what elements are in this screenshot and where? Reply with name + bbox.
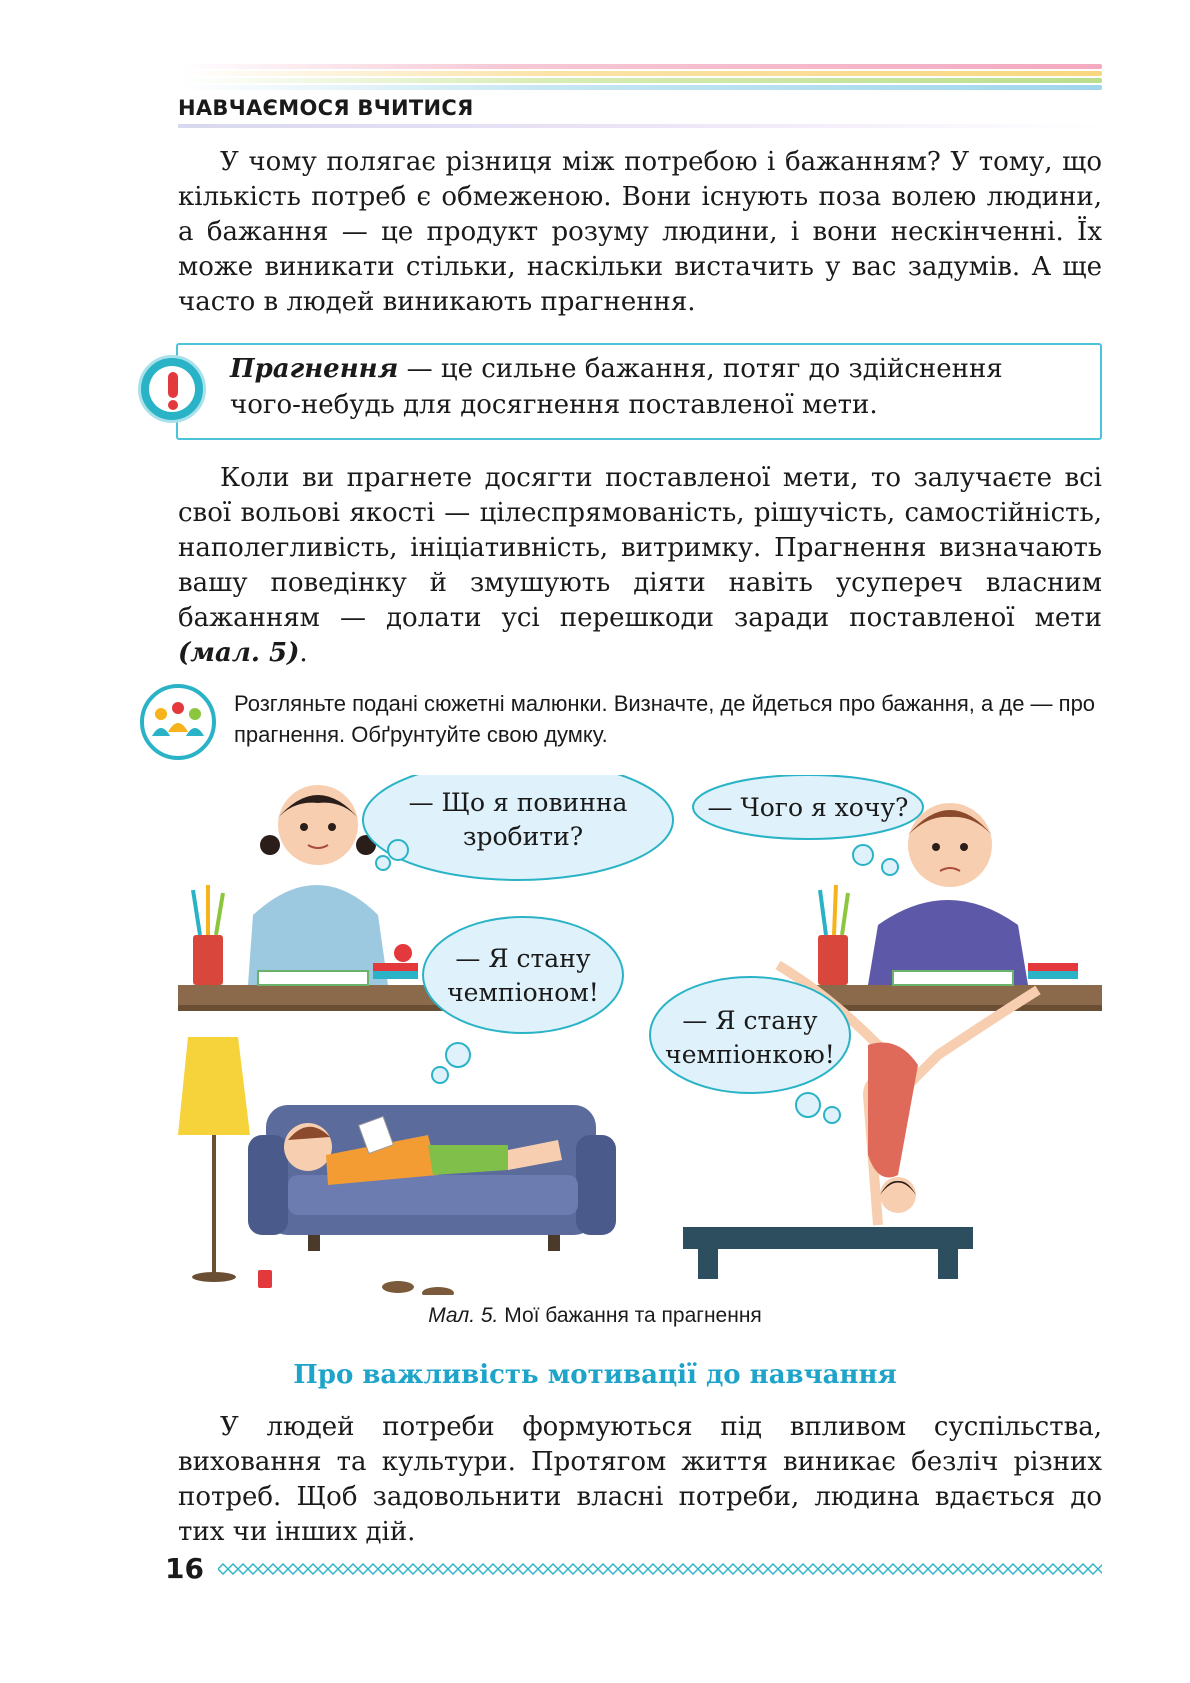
page-number: 16 [165,1552,204,1585]
bubble-gym-line2: чемпіонкою! [665,1040,835,1069]
task-text: Розгляньте подані сюжетні малюнки. Визначте, де йдеться про бажання, а де — про прагнення. Обґрунтуйте свою думку. [234,691,1096,747]
paragraph-aspirations: Коли ви прагнете досягти поставленої мети, то залучаєте всі свої вольові якості — цілеспрямованість, рішучість, самостійність, наполегливість, ініціативність, витримку. Прагнення визначають вашу поведінку й змушують діяти навіть усупереч власним бажанням — долати усі перешкоди заради поставленої мети (мал. 5). [178,463,1102,668]
caption-label: Мал. 5. [428,1304,499,1327]
section-title: Про важливість мотивації до навчання [293,1360,897,1390]
header-underline [178,124,1102,128]
paragraph2-text: Коли ви прагнете досягти поставленої мети, то залучаєте всі свої вольові якості — цілеспрямованість, рішучість, самостійність, наполегливість, ініціативність, витримку. Прагнення визначають вашу поведінку й змушують діяти навіть усупереч власним бажанням — долати усі перешкоди заради поставленої мети [178,463,1102,633]
bubble-gym-line1: — Я стану [682,1006,818,1035]
header-title: НАВЧАЄМОСЯ ВЧИТИСЯ [178,96,474,120]
bubble-gym [650,977,850,1123]
bubble-sofa-line2: чемпіоном! [447,978,599,1007]
bubble-sofa [423,917,623,1083]
bubble-girl-line1: — Що я повинна [408,788,628,817]
bubble-girl [363,775,673,880]
footer-ornament [218,1561,1102,1577]
bubble-sofa-line1: — Я стану [455,944,591,973]
paragraph-needs-vs-wants: У чому полягає різниця між потребою і бажанням? У тому, що кількість потреб є обмеженою. Вони існують поза волею людини, а бажання — це продукт розуму людини, і вони нескінченні. Їх може виникати стільки, наскільки вистачить у вас задумів. А ще часто в людей виникають прагнення. [178,147,1102,317]
definition-text [230,351,1080,423]
figure-caption [0,1304,1190,1328]
group-work-icon [140,684,216,760]
definition-body: — це сильне бажання, потяг до здійснення чого-небудь для досягнення поставленої мети. [230,354,1003,420]
illustration-wishes-aspirations [178,775,1102,1295]
boy-on-sofa-scene [178,1037,616,1295]
definition-term: Прагнення [230,354,399,384]
paragraph-motivation: У людей потреби формуються під впливом суспільства, виховання та культури. Протягом життя виникає безліч різних потреб. Щоб задовольнити власні потреби, людина вдається до тих чи інших дій. [178,1412,1102,1547]
header-stripes [178,64,1102,92]
caption-text: Мої бажання та прагнення [498,1304,762,1327]
exclamation-icon [138,355,206,423]
figure-reference: (мал. 5) [178,638,300,668]
bubble-boy-text: — Чого я хочу? [707,793,909,822]
bubble-boy [693,775,923,875]
bubble-girl-line2: зробити? [462,822,584,851]
